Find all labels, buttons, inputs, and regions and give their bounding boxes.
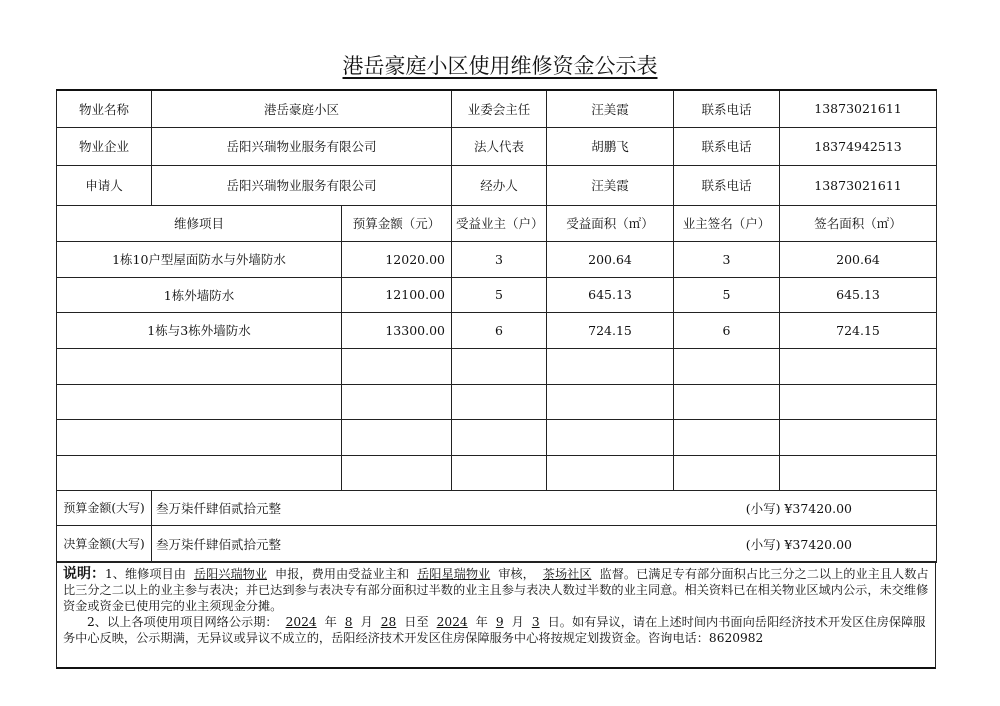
budget-amount: 12020.00 xyxy=(342,241,452,277)
final-total-label: 决算金额(大写) xyxy=(57,525,152,562)
property-company: 岳阳兴瑞物业服务有限公司 xyxy=(152,127,452,165)
note-paragraph-2: 2、以上各项使用项目网络公示期： 2024 年 8 月 28 日至 2024 年 9 月 3 日。如有异议，请在上述时间内书面向岳阳经济技术开发区住房保障服务中心反映，公示期满，无异议或异议不成立的，岳阳经济技术开发区住房保障服务中心将按规定划拨资金。咨询电话：8620982 xyxy=(63,615,926,645)
column-header: 预算金额（元） xyxy=(342,205,452,241)
info-row xyxy=(57,90,937,127)
benefit-owners: 6 xyxy=(452,312,547,348)
column-header: 签名面积（㎡） xyxy=(780,205,937,241)
start-year: 2024 xyxy=(285,615,317,629)
budget-amount: 12100.00 xyxy=(342,277,452,312)
end-month: 9 xyxy=(495,615,504,629)
label-handler: 经办人 xyxy=(452,165,547,205)
label-committee-chair: 业委会主任 xyxy=(452,90,547,127)
signed-area: 200.64 xyxy=(780,241,937,277)
applicant: 岳阳兴瑞物业服务有限公司 xyxy=(152,165,452,205)
empty-row xyxy=(57,348,937,384)
notes-section xyxy=(56,561,936,669)
benefit-owners: 5 xyxy=(452,277,547,312)
benefit-area: 724.15 xyxy=(547,312,674,348)
signed-area: 724.15 xyxy=(780,312,937,348)
handler: 汪美霞 xyxy=(547,165,674,205)
column-header: 受益面积（㎡） xyxy=(547,205,674,241)
note-paragraph-1: 说明：1、维修项目由 岳阳兴瑞物业 申报，费用由受益业主和 岳阳星瑞物业 审核， 茶场社区 监督。已满足专有部分面积占比三分之二以上的业主且人数占比三分之二以上的业主参与表决；并已达到参与表决专有部分面积过半数的业主且参与表决人数过半数的业主同意。相关资料已在相关物业区域内公示，未交维修资金或资金已使用完的业主须现金分摊。 xyxy=(63,566,929,613)
review-company: 岳阳星瑞物业 xyxy=(417,567,491,581)
column-header: 维修项目 xyxy=(57,205,342,241)
property-name: 港岳豪庭小区 xyxy=(152,90,452,127)
final-total-small: (小写) ¥37420.00 xyxy=(745,536,853,552)
empty-row xyxy=(57,384,937,419)
label-phone: 联系电话 xyxy=(674,90,780,127)
benefit-area: 645.13 xyxy=(547,277,674,312)
label-property-name: 物业名称 xyxy=(57,90,152,127)
budget-total-small: (小写) ¥37420.00 xyxy=(745,500,853,516)
legal-rep: 胡鹏飞 xyxy=(547,127,674,165)
column-header: 受益业主（户） xyxy=(452,205,547,241)
table-header-row xyxy=(57,205,937,241)
label-phone: 联系电话 xyxy=(674,127,780,165)
table-row xyxy=(57,312,937,348)
final-total-row xyxy=(57,525,937,562)
start-month: 8 xyxy=(344,615,353,629)
info-row xyxy=(57,165,937,205)
column-header: 业主签名（户） xyxy=(674,205,780,241)
table-row xyxy=(57,277,937,312)
budget-total-capital: 叁万柒仟肆佰贰拾元整 xyxy=(156,500,282,516)
benefit-owners: 3 xyxy=(452,241,547,277)
budget-amount: 13300.00 xyxy=(342,312,452,348)
repair-item: 1栋10户型屋面防水与外墙防水 xyxy=(57,241,342,277)
signed-owners: 6 xyxy=(674,312,780,348)
repair-item: 1栋与3栋外墙防水 xyxy=(57,312,342,348)
applicant-company: 岳阳兴瑞物业 xyxy=(193,567,268,581)
phone: 13873021611 xyxy=(780,165,937,205)
budget-total-label: 预算金额(大写) xyxy=(57,490,152,525)
end-day: 3 xyxy=(531,615,540,629)
fund-table xyxy=(56,89,937,563)
end-year: 2024 xyxy=(436,615,468,629)
start-day: 28 xyxy=(380,615,397,629)
signed-area: 645.13 xyxy=(780,277,937,312)
phone: 13873021611 xyxy=(780,90,937,127)
label-applicant: 申请人 xyxy=(57,165,152,205)
table-row xyxy=(57,241,937,277)
signed-owners: 3 xyxy=(674,241,780,277)
note-label: 说明： xyxy=(63,566,105,582)
budget-total-row xyxy=(57,490,937,525)
phone: 18374942513 xyxy=(780,127,937,165)
info-row xyxy=(57,127,937,165)
committee-chair: 汪美霞 xyxy=(547,90,674,127)
label-property-company: 物业企业 xyxy=(57,127,152,165)
supervising-community: 茶场社区 xyxy=(542,567,592,581)
empty-row xyxy=(57,419,937,455)
label-phone: 联系电话 xyxy=(674,165,780,205)
label-legal-rep: 法人代表 xyxy=(452,127,547,165)
repair-item: 1栋外墙防水 xyxy=(57,277,342,312)
final-total-capital: 叁万柒仟肆佰贰拾元整 xyxy=(156,536,282,552)
page-title: 港岳豪庭小区使用维修资金公示表 xyxy=(342,54,658,78)
benefit-area: 200.64 xyxy=(547,241,674,277)
signed-owners: 5 xyxy=(674,277,780,312)
empty-row xyxy=(57,455,937,490)
